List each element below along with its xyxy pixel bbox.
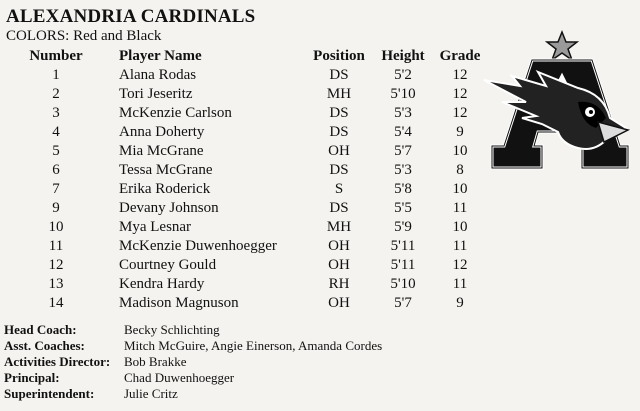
colors-label: COLORS: bbox=[6, 28, 70, 44]
player-position: RH bbox=[328, 276, 350, 292]
player-name: Mya Lesnar bbox=[119, 219, 192, 235]
player-name: Kendra Hardy bbox=[119, 276, 205, 292]
colors-value: Red and Black bbox=[73, 28, 162, 44]
player-number: 6 bbox=[52, 162, 60, 178]
staff-row-head-coach bbox=[4, 322, 382, 338]
table-row bbox=[0, 294, 485, 313]
staff-names: Julie Critz bbox=[124, 386, 178, 401]
player-grade: 10 bbox=[452, 143, 468, 159]
staff-role: Asst. Coaches: bbox=[4, 338, 85, 353]
player-number: 14 bbox=[48, 295, 64, 311]
staff-list bbox=[4, 322, 382, 402]
player-grade: 9 bbox=[456, 124, 464, 140]
player-name: McKenzie Duwenhoegger bbox=[119, 238, 277, 254]
player-name: Mia McGrane bbox=[119, 143, 204, 159]
roster-body bbox=[0, 66, 485, 313]
player-height: 5'10 bbox=[390, 276, 416, 292]
player-position: OH bbox=[328, 295, 350, 311]
player-number: 2 bbox=[52, 86, 60, 102]
player-grade: 12 bbox=[452, 86, 468, 102]
staff-row-asst-coaches bbox=[4, 338, 382, 354]
player-grade: 11 bbox=[452, 200, 468, 216]
player-height: 5'10 bbox=[390, 86, 416, 102]
column-header-grade: Grade bbox=[439, 47, 481, 64]
player-number: 9 bbox=[52, 200, 60, 216]
player-height: 5'4 bbox=[394, 124, 412, 140]
player-grade: 11 bbox=[452, 238, 468, 254]
player-grade: 11 bbox=[452, 276, 468, 292]
player-number: 10 bbox=[48, 219, 64, 235]
player-name: Devany Johnson bbox=[119, 200, 219, 216]
roster-table bbox=[0, 46, 485, 313]
player-position: DS bbox=[329, 200, 349, 216]
player-name: Madison Magnuson bbox=[119, 295, 239, 311]
player-name: Tessa McGrane bbox=[119, 162, 213, 178]
player-number: 3 bbox=[52, 105, 60, 121]
table-row bbox=[0, 218, 485, 237]
player-position: MH bbox=[326, 219, 352, 235]
table-row bbox=[0, 104, 485, 123]
player-height: 5'11 bbox=[390, 257, 416, 273]
player-number: 1 bbox=[52, 67, 60, 83]
player-height: 5'3 bbox=[394, 162, 412, 178]
player-number: 12 bbox=[48, 257, 64, 273]
staff-names: Chad Duwenhoegger bbox=[124, 370, 235, 385]
staff-role: Principal: bbox=[4, 370, 60, 385]
player-name: Erika Roderick bbox=[119, 181, 211, 197]
player-name: McKenzie Carlson bbox=[119, 105, 232, 121]
table-row bbox=[0, 142, 485, 161]
player-name: Tori Jeseritz bbox=[119, 86, 193, 102]
table-row bbox=[0, 85, 485, 104]
player-grade: 12 bbox=[452, 257, 468, 273]
player-number: 4 bbox=[52, 124, 60, 140]
player-name: Courtney Gould bbox=[119, 257, 217, 273]
roster-header-row bbox=[0, 46, 485, 66]
player-height: 5'8 bbox=[394, 181, 412, 197]
player-number: 11 bbox=[48, 238, 64, 254]
staff-names: Becky Schlichting bbox=[124, 322, 220, 337]
staff-role: Activities Director: bbox=[4, 354, 111, 369]
player-grade: 12 bbox=[452, 105, 468, 121]
player-number: 7 bbox=[52, 181, 60, 197]
player-position: DS bbox=[329, 67, 349, 83]
player-name: Alana Rodas bbox=[119, 67, 197, 83]
player-height: 5'9 bbox=[394, 219, 412, 235]
column-header-position: Position bbox=[313, 47, 365, 64]
staff-role: Superintendent: bbox=[4, 386, 95, 401]
player-position: DS bbox=[329, 105, 349, 121]
player-grade: 10 bbox=[452, 219, 468, 235]
player-number: 13 bbox=[48, 276, 64, 292]
player-position: S bbox=[334, 181, 344, 197]
player-height: 5'7 bbox=[394, 143, 412, 159]
player-grade: 10 bbox=[452, 181, 468, 197]
player-position: DS bbox=[329, 124, 349, 140]
player-position: OH bbox=[328, 238, 350, 254]
table-row bbox=[0, 275, 485, 294]
star-icon bbox=[547, 32, 577, 60]
player-height: 5'3 bbox=[394, 105, 412, 121]
table-row bbox=[0, 237, 485, 256]
column-header-player-name: Player Name bbox=[119, 47, 202, 64]
player-name: Anna Doherty bbox=[119, 124, 205, 140]
staff-row-superintendent bbox=[4, 386, 382, 402]
column-header-number: Number bbox=[29, 47, 83, 64]
staff-names: Bob Brakke bbox=[124, 354, 187, 369]
table-row bbox=[0, 180, 485, 199]
staff-role: Head Coach: bbox=[4, 322, 77, 337]
player-number: 5 bbox=[52, 143, 60, 159]
team-colors bbox=[6, 28, 161, 45]
column-header-height: Height bbox=[381, 47, 425, 64]
player-position: OH bbox=[328, 257, 350, 273]
team-title: ALEXANDRIA CARDINALS bbox=[6, 6, 256, 27]
player-grade: 12 bbox=[452, 67, 468, 83]
player-position: OH bbox=[328, 143, 350, 159]
player-height: 5'5 bbox=[394, 200, 412, 216]
cardinal-letter-a-logo-icon bbox=[482, 28, 632, 178]
player-position: MH bbox=[326, 86, 352, 102]
player-position: DS bbox=[329, 162, 349, 178]
player-grade: 9 bbox=[456, 295, 464, 311]
staff-names: Mitch McGuire, Angie Einerson, Amanda Cordes bbox=[124, 338, 383, 353]
player-height: 5'7 bbox=[394, 295, 412, 311]
player-height: 5'11 bbox=[390, 238, 416, 254]
staff-row-activities-director bbox=[4, 354, 382, 370]
player-height: 5'2 bbox=[394, 67, 412, 83]
player-grade: 8 bbox=[456, 162, 464, 178]
staff-row-principal bbox=[4, 370, 382, 386]
table-row bbox=[0, 66, 485, 85]
table-row bbox=[0, 123, 485, 142]
table-row bbox=[0, 256, 485, 275]
table-row bbox=[0, 199, 485, 218]
table-row bbox=[0, 161, 485, 180]
